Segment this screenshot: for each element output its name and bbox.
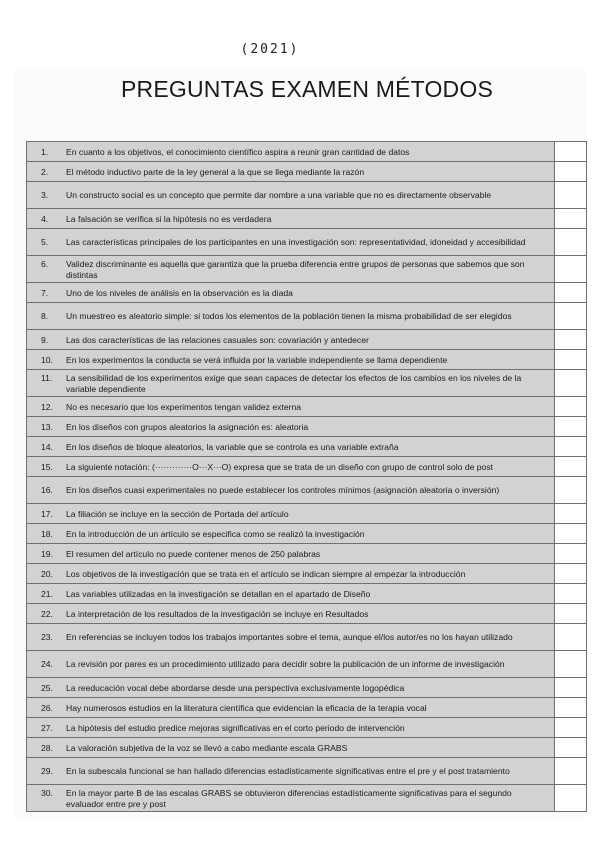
question-cell	[27, 182, 555, 209]
question-number: 12.	[41, 401, 53, 412]
question-row	[27, 256, 587, 283]
question-text: No es necesario que los experimentos tengan validez externa	[66, 401, 302, 412]
question-row	[27, 604, 587, 624]
question-text: En la subescala funcional se han hallado diferencias estadísticamente significativas entre el pre y el post tratamiento	[66, 766, 510, 776]
question-text: Validez discriminante es aquella que garantiza que la prueba diferencia entre grupos de personas que sabemos que son distintas	[66, 258, 525, 280]
question-text: En los diseños con grupos aleatorios la asignación es: aleatoria	[66, 421, 309, 432]
page-title: PREGUNTAS EXAMEN MÉTODOS	[120, 76, 493, 102]
answer-cell[interactable]	[555, 678, 587, 698]
question-number: 25.	[41, 682, 53, 693]
answer-cell[interactable]	[555, 624, 587, 651]
year-annotation: (2021)	[240, 42, 300, 57]
answer-cell[interactable]	[555, 303, 587, 330]
question-cell	[27, 417, 555, 437]
question-number: 26.	[41, 702, 53, 713]
question-number: 7.	[41, 287, 49, 298]
answer-cell[interactable]	[555, 417, 587, 437]
question-number: 14.	[41, 441, 53, 452]
answer-cell[interactable]	[555, 182, 587, 209]
question-text: En los diseños cuasi experimentales no puede establecer los controles mínimos (asignación aleatoria o inversión)	[66, 485, 500, 495]
question-cell	[27, 330, 555, 350]
answer-cell[interactable]	[555, 785, 587, 812]
question-cell	[27, 162, 555, 182]
question-cell	[27, 584, 555, 604]
question-text: La reeducación vocal debe abordarse desde una perspectiva exclusivamente logopédica	[66, 682, 405, 693]
question-text: La siguiente notación: (·············O···X···O) expresa que se trata de un diseño con grupo de control solo de post	[66, 461, 494, 472]
question-number: 16.	[41, 485, 53, 495]
question-row	[27, 698, 587, 718]
answer-cell[interactable]	[555, 397, 587, 417]
question-text: En cuanto a los objetivos, el conocimiento científico aspira a reunir gran cantidad de datos	[66, 146, 410, 157]
question-row	[27, 564, 587, 584]
question-number: 21.	[41, 588, 53, 599]
question-row	[27, 350, 587, 370]
question-number: 23.	[41, 632, 53, 642]
question-cell	[27, 370, 555, 397]
answer-cell[interactable]	[555, 738, 587, 758]
question-text: Las características principales de los participantes en una investigación son: representatividad, idoneidad y accesibilidad	[66, 237, 526, 247]
question-text: Un constructo social es un concepto que permite dar nombre a una variable que no es directamente observable	[66, 190, 492, 200]
answer-cell[interactable]	[555, 437, 587, 457]
question-number: 29.	[41, 766, 53, 776]
question-text: Los objetivos de la investigación que se trata en el artículo se indican siempre al empezar la introducción	[66, 568, 466, 579]
question-number: 2.	[41, 166, 49, 177]
question-cell	[27, 651, 555, 678]
question-text: En la mayor parte B de las escalas GRABS se obtuvieron diferencias estadísticamente significativas para el segundo evaluador entre pre y post	[66, 787, 512, 809]
answer-cell[interactable]	[555, 524, 587, 544]
question-number: 3.	[41, 190, 49, 200]
question-row	[27, 504, 587, 524]
question-cell	[27, 477, 555, 504]
answer-cell[interactable]	[555, 283, 587, 303]
question-text: En la introducción de un artículo se especifica como se realizó la investigación	[66, 528, 365, 539]
question-row	[27, 417, 587, 437]
answer-cell[interactable]	[555, 229, 587, 256]
question-row	[27, 162, 587, 182]
question-row	[27, 718, 587, 738]
question-cell	[27, 283, 555, 303]
question-number: 10.	[41, 354, 53, 365]
question-row	[27, 624, 587, 651]
question-text: La filiación se incluye en la sección de Portada del artículo	[66, 508, 289, 519]
question-cell	[27, 624, 555, 651]
question-cell	[27, 229, 555, 256]
question-row	[27, 524, 587, 544]
question-cell	[27, 397, 555, 417]
question-cell	[27, 142, 555, 162]
question-cell	[27, 209, 555, 229]
question-number: 1.	[41, 146, 49, 157]
question-row	[27, 182, 587, 209]
question-text: La falsación se verifica si la hipótesis no es verdadera	[66, 213, 272, 224]
question-row	[27, 544, 587, 564]
question-number: 8.	[41, 311, 49, 321]
question-cell	[27, 303, 555, 330]
question-text: La revisión por pares es un procedimiento utilizado para decidir sobre la publicación de un informe de investigación	[66, 659, 505, 669]
answer-cell[interactable]	[555, 698, 587, 718]
question-row	[27, 370, 587, 397]
answer-cell[interactable]	[555, 330, 587, 350]
question-text: La interpretación de los resultados de la investigación se incluye en Resultados	[66, 608, 369, 619]
answer-cell[interactable]	[555, 162, 587, 182]
question-text: Las dos características de las relaciones casuales son: covariación y antedecer	[66, 334, 369, 345]
question-cell	[27, 350, 555, 370]
question-row	[27, 397, 587, 417]
answer-cell[interactable]	[555, 209, 587, 229]
answer-cell[interactable]	[555, 604, 587, 624]
question-number: 4.	[41, 213, 49, 224]
question-text: Hay numerosos estudios en la literatura científica que evidencian la eficacia de la terapia vocal	[66, 702, 427, 713]
question-number: 22.	[41, 608, 53, 619]
question-row	[27, 477, 587, 504]
answer-cell[interactable]	[555, 758, 587, 785]
answer-cell[interactable]	[555, 256, 587, 283]
question-number: 19.	[41, 548, 53, 559]
question-number: 11.	[41, 372, 53, 383]
question-number: 5.	[41, 237, 49, 247]
question-number: 17.	[41, 508, 53, 519]
answer-cell[interactable]	[555, 142, 587, 162]
question-row	[27, 758, 587, 785]
question-row	[27, 303, 587, 330]
question-number: 20.	[41, 568, 53, 579]
answer-cell[interactable]	[555, 370, 587, 397]
question-row	[27, 678, 587, 698]
question-number: 9.	[41, 334, 49, 345]
answer-cell[interactable]	[555, 350, 587, 370]
question-row	[27, 437, 587, 457]
answer-cell[interactable]	[555, 564, 587, 584]
question-text: La hipótesis del estudio predice mejoras significativas en el corto periodo de intervención	[66, 722, 405, 733]
question-text: En los diseños de bloque aleatorios, la variable que se controla es una variable extraña	[66, 441, 399, 452]
question-number: 6.	[41, 258, 49, 269]
question-number: 27.	[41, 722, 53, 733]
questions-table	[26, 141, 587, 812]
question-cell	[27, 504, 555, 524]
question-text: En los experimentos la conducta se verá influida por la variable independiente se llama dependiente	[66, 354, 448, 365]
question-row	[27, 651, 587, 678]
answer-cell[interactable]	[555, 544, 587, 564]
question-cell	[27, 256, 555, 283]
question-number: 24.	[41, 659, 53, 669]
question-text: Las variables utilizadas en la investigación se detallan en el apartado de Diseño	[66, 588, 371, 599]
question-number: 30.	[41, 787, 53, 798]
question-text: El método inductivo parte de la ley general a la que se llega mediante la razón	[66, 166, 365, 177]
question-row	[27, 457, 587, 477]
question-text: La sensibilidad de los experimentos exige que sean capaces de detectar los efectos de los cambios en los niveles de la variable dependiente	[66, 372, 522, 394]
question-text: Un muestreo es aleatorio simple: si todos los elementos de la población tienen la misma probabilidad de ser elegidos	[66, 311, 512, 321]
question-text: El resumen del artículo no puede contener menos de 250 palabras	[66, 548, 321, 559]
question-cell	[27, 564, 555, 584]
question-number: 18.	[41, 528, 53, 539]
question-text: Uno de los niveles de análisis en la observación es la diada	[66, 287, 293, 298]
answer-cell[interactable]	[555, 477, 587, 504]
answer-cell[interactable]	[555, 718, 587, 738]
question-row	[27, 209, 587, 229]
question-row	[27, 738, 587, 758]
question-row	[27, 785, 587, 812]
question-row	[27, 330, 587, 350]
answer-cell[interactable]	[555, 651, 587, 678]
question-row	[27, 283, 587, 303]
question-cell	[27, 738, 555, 758]
question-cell	[27, 678, 555, 698]
question-cell	[27, 758, 555, 785]
answer-cell[interactable]	[555, 457, 587, 477]
question-number: 28.	[41, 742, 53, 753]
question-text: La valoración subjetiva de la voz se llevó a cabo mediante escala GRABS	[66, 742, 348, 753]
question-cell	[27, 785, 555, 812]
question-cell	[27, 604, 555, 624]
question-cell	[27, 698, 555, 718]
question-cell	[27, 544, 555, 564]
question-cell	[27, 718, 555, 738]
question-cell	[27, 524, 555, 544]
question-row	[27, 142, 587, 162]
question-row	[27, 584, 587, 604]
question-number: 13.	[41, 421, 53, 432]
answer-cell[interactable]	[555, 584, 587, 604]
question-number: 15.	[41, 461, 53, 472]
question-cell	[27, 457, 555, 477]
question-text: En referencias se incluyen todos los trabajos importantes sobre el tema, aunque el/los autor/es no los hayan utilizado	[66, 632, 513, 642]
answer-cell[interactable]	[555, 504, 587, 524]
question-row	[27, 229, 587, 256]
question-cell	[27, 437, 555, 457]
